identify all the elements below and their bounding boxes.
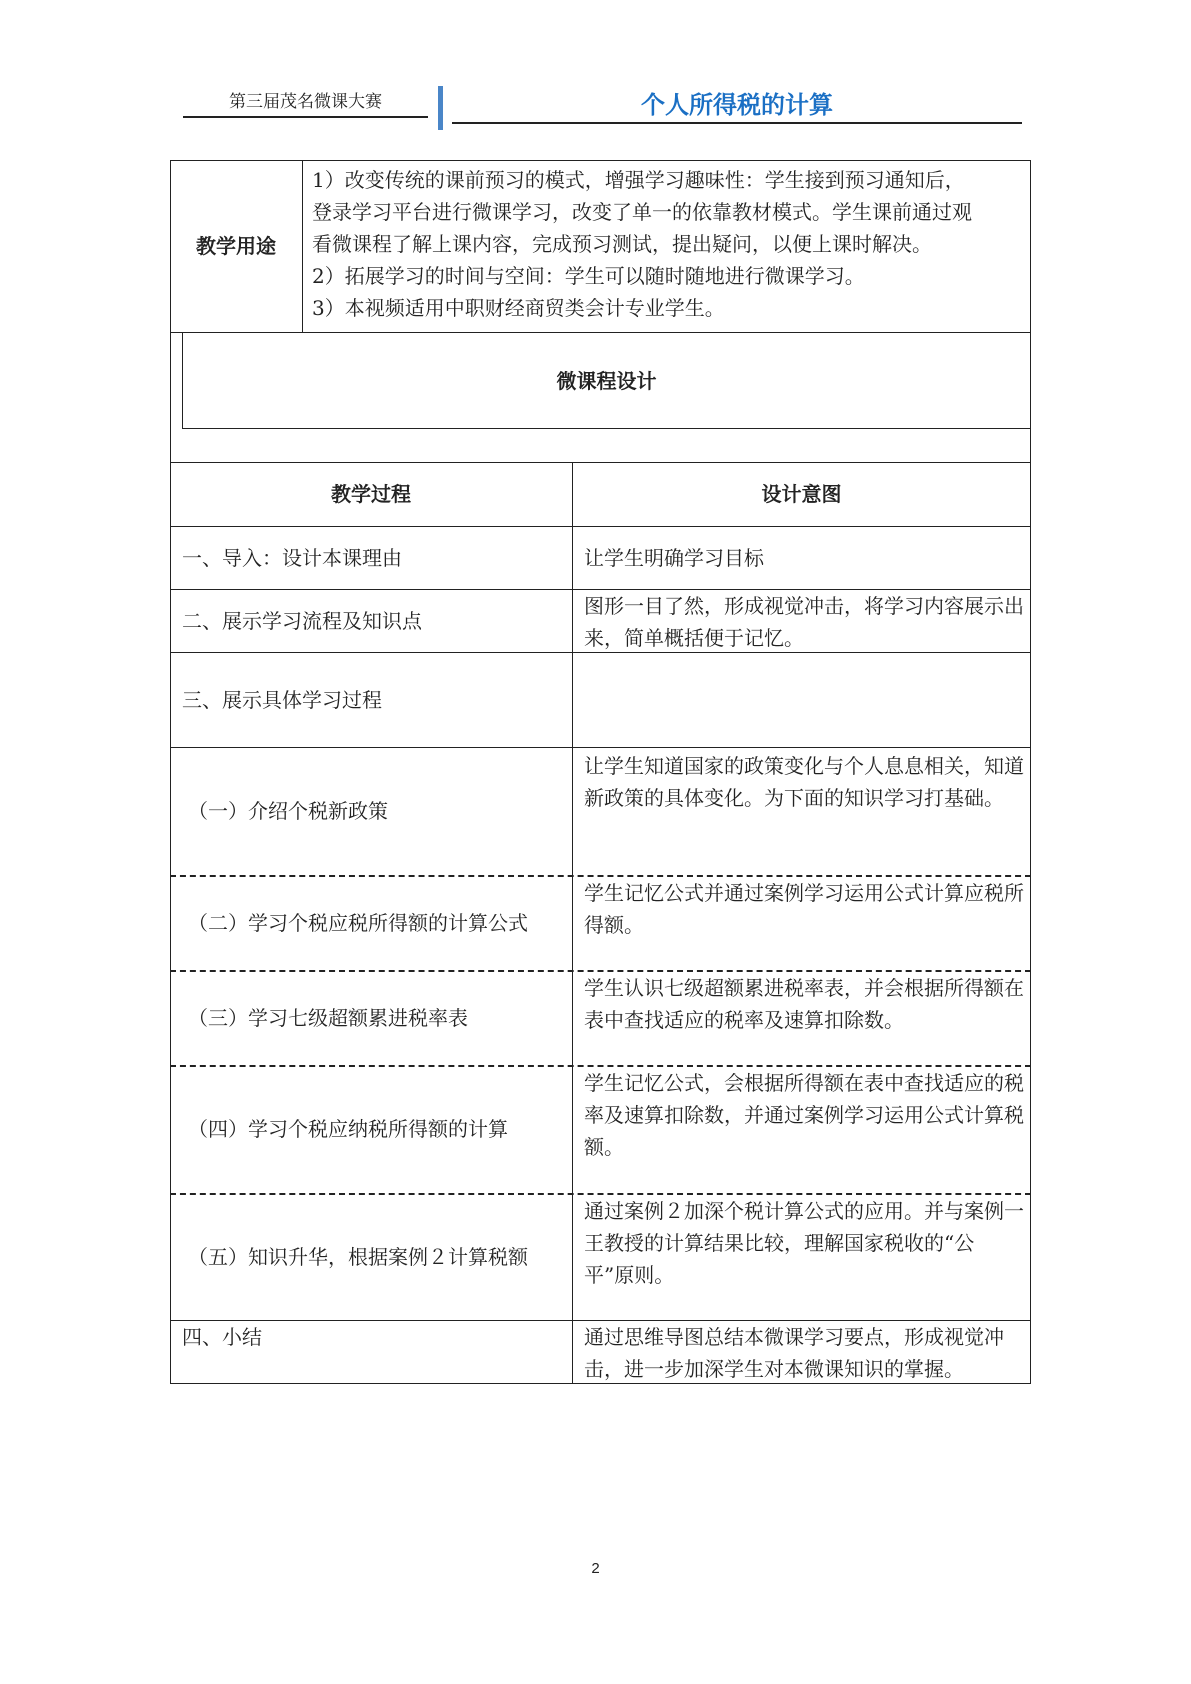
table-row-process: （四）学习个税应纳税所得额的计算 [188,1117,508,1141]
header-title: 个人所得税的计算 [452,88,1022,124]
table-row-intent: 学生记忆公式并通过案例学习运用公式计算应税所得额。 [584,881,1024,937]
purpose-line: 2）拓展学习的时间与空间：学生可以随时随地进行微课学习。 [312,264,865,288]
table-row-process: 三、展示具体学习过程 [182,687,382,712]
header-competition-name: 第三届茂名微课大赛 [183,90,428,118]
purpose-content [312,164,1024,330]
purpose-line: 看微课程了解上课内容，完成预习测试，提出疑问，以便上课时解决。 [312,232,932,256]
table-row-process: 二、展示学习流程及知识点 [182,608,422,633]
table-row-process: （二）学习个税应税所得额的计算公式 [188,910,528,935]
table-row-process: 四、小结 [182,1325,262,1349]
column-header-intent: 设计意图 [761,482,842,506]
header-accent-bar [438,86,443,130]
table-row-process: （三）学习七级超额累进税率表 [188,1005,468,1030]
table-row-intent: 让学生明确学习目标 [584,545,764,570]
purpose-label: 教学用途 [196,234,276,258]
purpose-divider [302,160,303,332]
table-row-process: （五）知识升华，根据案例２计算税额 [188,1244,528,1269]
table-row-intent: 图形一目了然，形成视觉冲击，将学习内容展示出来，简单概括便于记忆。 [584,594,1024,650]
purpose-line: 1）改变传统的课前预习的模式，增强学习趣味性：学生接到预习通知后， [312,168,965,192]
table-row-intent: 通过思维导图总结本微课学习要点，形成视觉冲击，进一步加深学生对本微课知识的掌握。 [584,1325,1004,1381]
purpose-line: 登录学习平台进行微课学习，改变了单一的依靠教材模式。学生课前通过观 [312,200,972,224]
column-divider [572,462,573,1384]
table-row-process: 一、导入：设计本课理由 [182,545,402,570]
table-row-intent: 通过案例２加深个税计算公式的应用。并与案例一王教授的计算结果比较，理解国家税收的“公平”原则。 [584,1199,1024,1287]
table-row-process: （一）介绍个税新政策 [188,799,388,823]
purpose-line: 3）本视频适用中职财经商贸类会计专业学生。 [312,296,725,320]
table-row-intent: 学生认识七级超额累进税率表，并会根据所得额在表中查找适应的税率及速算扣除数。 [584,976,1024,1032]
column-header-process: 教学过程 [331,482,411,506]
table-row-intent: 让学生知道国家的政策变化与个人息息相关，知道新政策的具体变化。为下面的知识学习打基础。 [584,754,1024,810]
table-row-intent [584,652,1024,747]
page-number: 2 [591,1560,600,1577]
design-title: 微课程设计 [556,368,657,393]
table-row-intent: 学生记忆公式，会根据所得额在表中查找适应的税率及速算扣除数，并通过案例学习运用公式计算税额。 [584,1071,1024,1159]
